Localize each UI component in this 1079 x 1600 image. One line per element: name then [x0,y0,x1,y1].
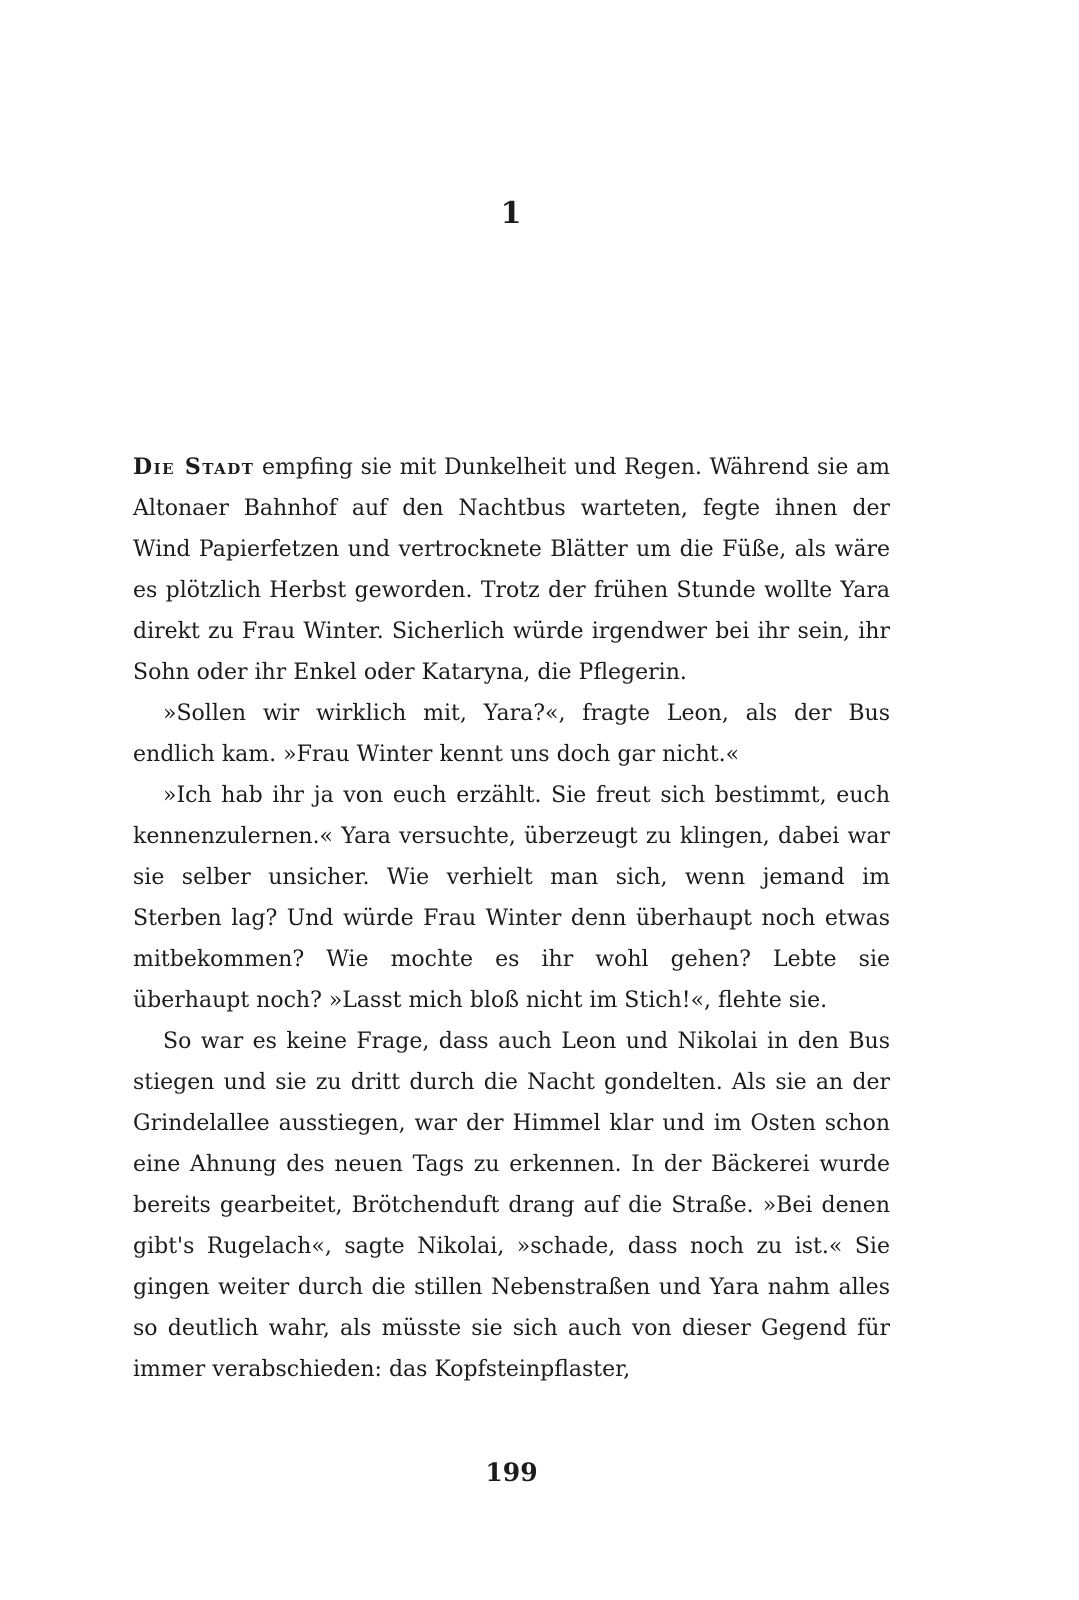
paragraph-opening [133,447,890,693]
chapter-number: 1 [500,196,523,231]
paragraph-text: empfing sie mit Dunkelheit und Regen. Während sie am Altonaer Bahnhof auf den Nachtbus warteten, fegte ihnen der Wind Papierfetzen und vertrocknete Blätter um die Füße, als wäre es plötzlich Herbst geworden. Trotz der frühen Stunde wollte Yara direkt zu Frau Winter. Sicherlich würde irgendwer bei ihr sein, ihr Sohn oder ihr Enkel oder Kataryna, die Pflegerin. [133,455,890,685]
paragraph-dialogue-1: »Sollen wir wirklich mit, Yara?«, fragte Leon, als der Bus endlich kam. »Frau Winter kennt uns doch gar nicht.« [133,701,890,767]
paragraph-narrative: So war es keine Frage, dass auch Leon und Nikolai in den Bus stiegen und sie zu dritt durch die Nacht gondelten. Als sie an der Grindelallee ausstiegen, war der Himmel klar und im Osten schon eine Ahnung des neuen Tags zu erkennen. In der Bäckerei wurde bereits gearbeitet, Brötchenduft drang auf die Straße. »Bei denen gibt's Rugelach«, sagte Nikolai, »schade, dass noch zu ist.« Sie gingen weiter durch die stillen Nebenstraßen und Yara nahm alles so deutlich wahr, als müsste sie sich auch von dieser Gegend für immer verabschieden: das Kopfsteinpflaster, [133,1029,890,1382]
body-text [133,447,890,1390]
lead-in-small-caps: Die Stadt [133,454,255,480]
page-number: 199 [485,1458,538,1487]
paragraph-dialogue-2: »Ich hab ihr ja von euch erzählt. Sie freut sich bestimmt, euch kennenzulernen.« Yara versuchte, überzeugt zu klingen, dabei war sie selber unsicher. Wie verhielt man sich, wenn jemand im Sterben lag? Und würde Frau Winter denn überhaupt noch etwas mitbekommen? Wie mochte es ihr wohl gehen? Lebte sie überhaupt noch? »Lasst mich bloß nicht im Stich!«, flehte sie. [133,783,890,1013]
